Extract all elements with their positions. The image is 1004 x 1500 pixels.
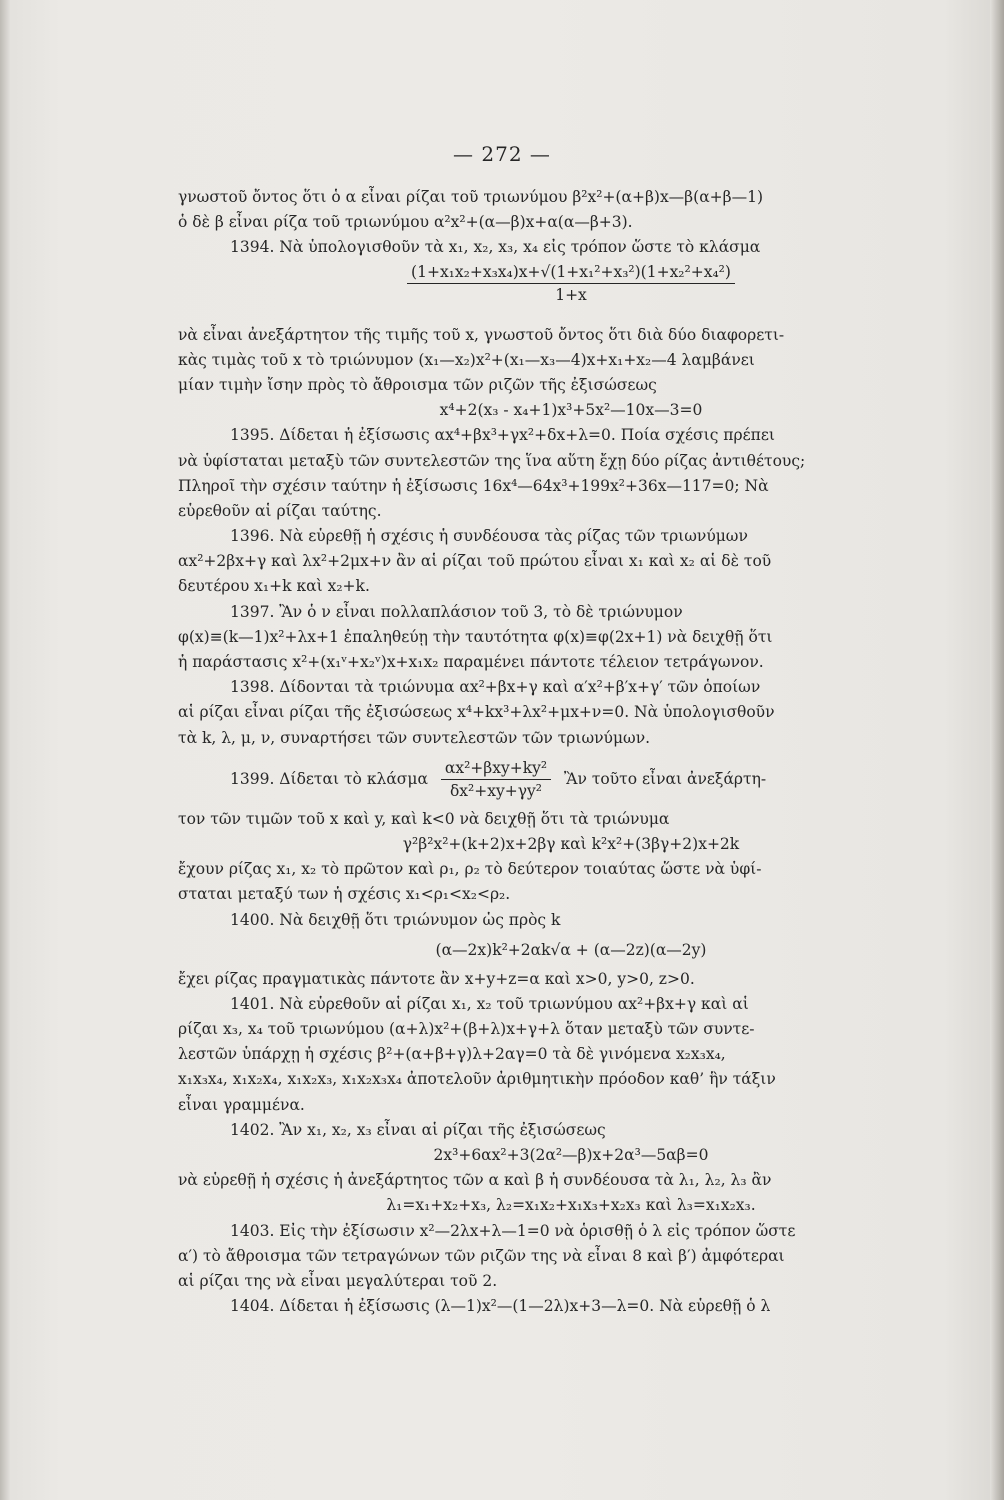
problem-1399-intro: 1399. Δίδεται τὸ κλάσμα xyxy=(230,769,428,788)
problem-1401: 1401. Νὰ εὑρεθοῦν αἱ ρίζαι x₁, x₂ τοῦ τριωνύμου αx²+βx+γ καὶ αἱ xyxy=(230,994,749,1013)
fraction-numerator: αx²+βxy+ky² xyxy=(441,757,551,780)
text-line: α′) τὸ ἄθροισμα τῶν τετραγώνων τῶν ριζῶν της νὰ εἶναι 8 καὶ β′) ἀμφότεραι xyxy=(178,1246,785,1265)
text-line: Πληροῖ τὴν σχέσιν ταύτην ἡ ἐξίσωσις 16x⁴—64x³+199x²+36x—117=0; Νὰ xyxy=(178,476,769,495)
text-line: λεστῶν ὑπάρχῃ ἡ σχέσις β²+(α+β+γ)λ+2αγ=0 τὰ δὲ γινόμενα x₂x₃x₄, xyxy=(178,1045,726,1064)
fraction-1394 xyxy=(178,261,964,323)
text-line: νὰ ὑφίσταται μεταξὺ τῶν συντελεστῶν της ἵνα αὕτη ἔχῃ δύο ρίζας ἀντιθέτους; xyxy=(178,451,806,470)
text-line: νὰ εἶναι ἀνεξάρτητον τῆς τιμῆς τοῦ x, γνωστοῦ ὄντος ὅτι διὰ δύο διαφορετι- xyxy=(178,325,785,344)
problem-1396: 1396. Νὰ εὑρεθῇ ἡ σχέσις ἡ συνδέουσα τὰς ρίζας τῶν τριωνύμων xyxy=(230,527,748,546)
problem-1403: 1403. Εἰς τὴν ἐξίσωσιν x²—2λx+λ—1=0 νὰ ὁρισθῇ ὁ λ εἰς τρόπον ὥστε xyxy=(230,1221,796,1240)
problem-1404: 1404. Δίδεται ἡ ἐξίσωσις (λ—1)x²—(1—2λ)x+3—λ=0. Νὰ εὑρεθῇ ὁ λ xyxy=(230,1297,771,1316)
text-line: δευτέρου x₁+k καὶ x₂+k. xyxy=(178,577,370,596)
page-number: — 272 — xyxy=(453,142,551,166)
problem-1400: 1400. Νὰ δειχθῇ ὅτι τριώνυμον ὡς πρὸς k xyxy=(230,910,561,929)
problem-1402: 1402. Ἂν x₁, x₂, x₃ εἶναι αἱ ρίζαι τῆς ἐξισώσεως xyxy=(230,1120,606,1139)
fraction-denominator: δx²+xy+γy² xyxy=(449,782,542,801)
fraction-numerator: (1+x₁x₂+x₃x₄)x+√(1+x₁²+x₃²)(1+x₂²+x₄²) xyxy=(407,261,735,284)
text-line: ἔχει ρίζας πραγματικὰς πάντοτε ἂν x+y+z=α καὶ x>0, y>0, z>0. xyxy=(178,969,695,988)
text-body xyxy=(178,185,964,1319)
problem-1398: 1398. Δίδονται τὰ τριώνυμα αx²+βx+γ καὶ α′x²+β′x+γ′ τῶν ὁποίων xyxy=(230,678,761,697)
text-line: ἔχουν ρίζας x₁, x₂ τὸ πρῶτον καὶ ρ₁, ρ₂ τὸ δεύτερον τοιαύτας ὥστε νὰ ὑφί- xyxy=(178,860,762,879)
text-line: τὰ k, λ, μ, ν, συναρτήσει τῶν συντελεστῶν τῶν τριωνύμων. xyxy=(178,728,651,747)
problem-1397: 1397. Ἂν ὁ ν εἶναι πολλαπλάσιον τοῦ 3, τὸ δὲ τριώνυμον xyxy=(230,602,683,621)
text-line: νὰ εὑρεθῇ ἡ σχέσις ἡ ἀνεξάρτητος τῶν α καὶ β ἡ συνδέουσα τὰ λ₁, λ₂, λ₃ ἂν xyxy=(178,1171,772,1190)
fraction-denominator: 1+x xyxy=(555,285,587,304)
text-line: αἱ ρίζαι εἶναι ρίζαι τῆς ἐξισώσεως x⁴+kx³+λx²+μx+ν=0. Νὰ ὑπολογισθοῦν xyxy=(178,703,775,722)
text-line: φ(x)≡(k—1)x²+λx+1 ἐπαληθεύῃ τὴν ταυτότητα φ(x)≡φ(2x+1) νὰ δειχθῇ ὅτι xyxy=(178,627,773,646)
text-line: ρίζαι x₃, x₄ τοῦ τριωνύμου (α+λ)x²+(β+λ)x+γ+λ ὅταν μεταξὺ τῶν συντε- xyxy=(178,1020,755,1039)
text-line: αἱ ρίζαι της νὰ εἶναι μεγαλύτεραι τοῦ 2. xyxy=(178,1271,498,1290)
equation: (α—2x)k²+2αk√α + (α—2z)(α—2y) xyxy=(435,940,707,959)
problem-1399 xyxy=(178,751,964,807)
text-line: ὁ δὲ β εἶναι ρίζα τοῦ τριωνύμου α²x²+(α—β)x+α(α—β+3). xyxy=(178,213,633,232)
text-line: x₁x₃x₄, x₁x₂x₄, x₁x₂x₃, x₁x₂x₃x₄ ἀποτελοῦν ἀριθμητικὴν πρόοδον καθ’ ἣν τάξιν xyxy=(178,1070,776,1089)
text-line: εὑρεθοῦν αἱ ρίζαι ταύτης. xyxy=(178,501,382,520)
text-line: σταται μεταξύ των ἡ σχέσις x₁<ρ₁<x₂<ρ₂. xyxy=(178,885,511,904)
equation: 2x³+6αx²+3(2α²—β)x+2α³—5αβ=0 xyxy=(433,1146,709,1164)
equation: x⁴+2(x₃ - x₄+1)x³+5x²—10x—3=0 xyxy=(439,401,703,420)
page-edge-right xyxy=(990,0,1004,1500)
text-line: αx²+2βx+γ καὶ λx²+2μx+ν ἂν αἱ ρίζαι τοῦ πρώτου εἶναι x₁ καὶ x₂ αἱ δὲ τοῦ xyxy=(178,552,772,571)
text-line: γνωστοῦ ὄντος ὅτι ὁ α εἶναι ρίζαι τοῦ τριωνύμου β²x²+(α+β)x—β(α+β—1) xyxy=(178,188,764,206)
text-line: τον τῶν τιμῶν τοῦ x καὶ y, καὶ k<0 νὰ δειχθῇ ὅτι τὰ τριώνυμα xyxy=(178,809,670,828)
text-line: μίαν τιμὴν ἴσην πρὸς τὸ ἄθροισμα τῶν ριζῶν τῆς ἐξισώσεως xyxy=(178,375,657,394)
text-line: εἶναι γραμμένα. xyxy=(178,1095,305,1114)
problem-1399-tail: Ἂν τοῦτο εἶναι ἀνεξάρτη- xyxy=(564,769,767,788)
page-edge-left xyxy=(0,0,10,1500)
text-line: ἡ παράστασις x²+(x₁ᵛ+x₂ᵛ)x+x₁x₂ παραμένει πάντοτε τέλειον τετράγωνον. xyxy=(178,653,764,671)
problem-1394: 1394. Νὰ ὑπολογισθοῦν τὰ x₁, x₂, x₃, x₄ εἰς τρόπον ὥστε τὸ κλάσμα xyxy=(230,238,761,257)
equation: λ₁=x₁+x₂+x₃, λ₂=x₁x₂+x₁x₃+x₂x₃ καὶ λ₃=x₁x₂x₃. xyxy=(386,1196,756,1215)
equation: γ²β²x²+(k+2)x+2βγ καὶ k²x²+(3βγ+2)x+2k xyxy=(402,834,740,853)
text-line: κὰς τιμὰς τοῦ x τὸ τριώνυμον (x₁—x₂)x²+(x₁—x₃—4)x+x₁+x₂—4 λαμβάνει xyxy=(178,350,755,369)
problem-1395: 1395. Δίδεται ἡ ἐξίσωσις αx⁴+βx³+γx²+δx+λ=0. Ποία σχέσις πρέπει xyxy=(230,426,775,445)
